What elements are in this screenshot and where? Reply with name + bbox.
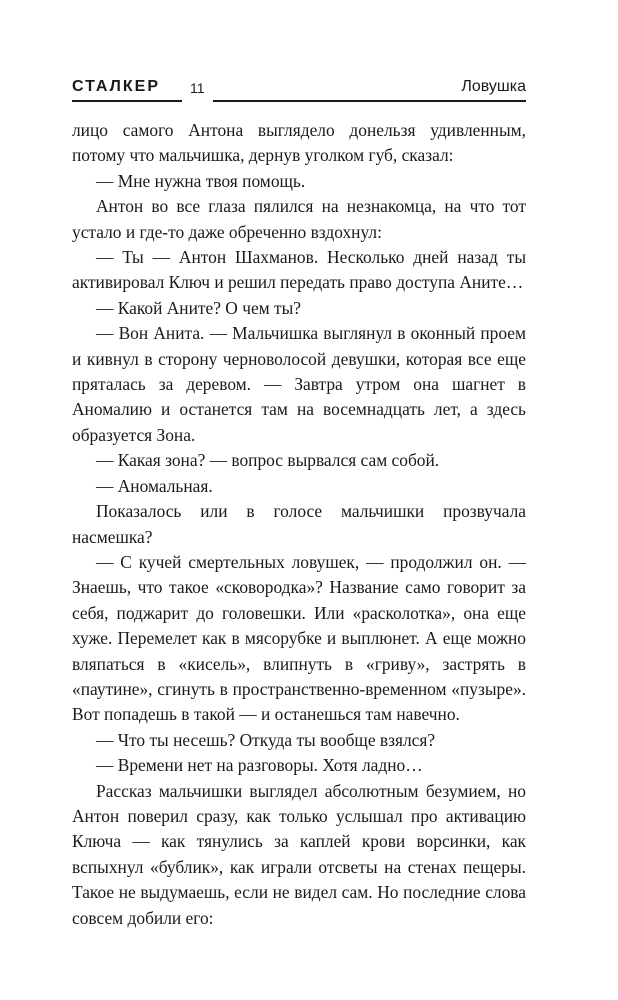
paragraph: — Что ты несешь? Откуда ты вообще взялся? <box>96 729 436 750</box>
paragraph: Показалось или в голосе мальчишки прозвучала насмешка? <box>72 501 526 547</box>
paragraph: — Времени нет на разговоры. Хотя ладно… <box>96 755 423 776</box>
paragraph: — Вон Анита. — Мальчишка выглянул в оконный проем и кивнул в сторону черноволосой девушки, которая все еще пряталась за деревом. — Завтра утром она шагнет в Аномалию и останется там на восемнадцать лет, а здесь образуется Зона. <box>72 323 526 445</box>
paragraph: Антон во все глаза пялился на незнакомца, на что тот устало и где-то даже обреченно вздохнул: <box>72 196 526 242</box>
paragraph: — Какой Аните? О чем ты? <box>96 297 302 318</box>
paragraph: — С кучей смертельных ловушек, — продолжил он. — Знаешь, что такое «сковородка»? Название само говорит за себя, поджарит до головешки. Или «расколотка», она еще хуже. Перемелет как в мясорубке и выплюнет. А еще можно вляпаться в «кисель», влипнуть в «гриву», застрять в «паутине», сгинуть в пространственно-временном «пузыре». Вот попадешь в такой — и останешься там навечно. <box>72 551 526 725</box>
paragraph: Рассказ мальчишки выглядел абсолютным безумием, но Антон поверил сразу, как только услышал про активацию Ключа — как тянулись за каплей крови ворсинки, как вспыхнул «бублик», как играли отсветы на стенах пещеры. Такое не выдумаешь, если не видел сам. Но последние слова совсем добили его: <box>72 780 526 928</box>
body-text <box>72 118 526 931</box>
chapter-title: Ловушка <box>457 79 526 102</box>
series-title: СТАЛКЕР <box>72 79 182 102</box>
paragraph: — Аномальная. <box>96 475 213 496</box>
paragraph: — Ты — Антон Шахманов. Несколько дней назад ты активировал Ключ и решил передать право доступа Аните… <box>72 247 526 293</box>
header-rule <box>213 100 458 102</box>
paragraph: лицо самого Антона выглядело донельзя удивленным, потому что мальчишка, дернув уголком губ, сказал: <box>72 120 526 166</box>
paragraph: — Какая зона? — вопрос вырвался сам собой. <box>96 450 440 471</box>
paragraph: — Мне нужна твоя помощь. <box>96 170 306 191</box>
running-header <box>72 80 526 102</box>
page-number: 11 <box>190 80 205 96</box>
